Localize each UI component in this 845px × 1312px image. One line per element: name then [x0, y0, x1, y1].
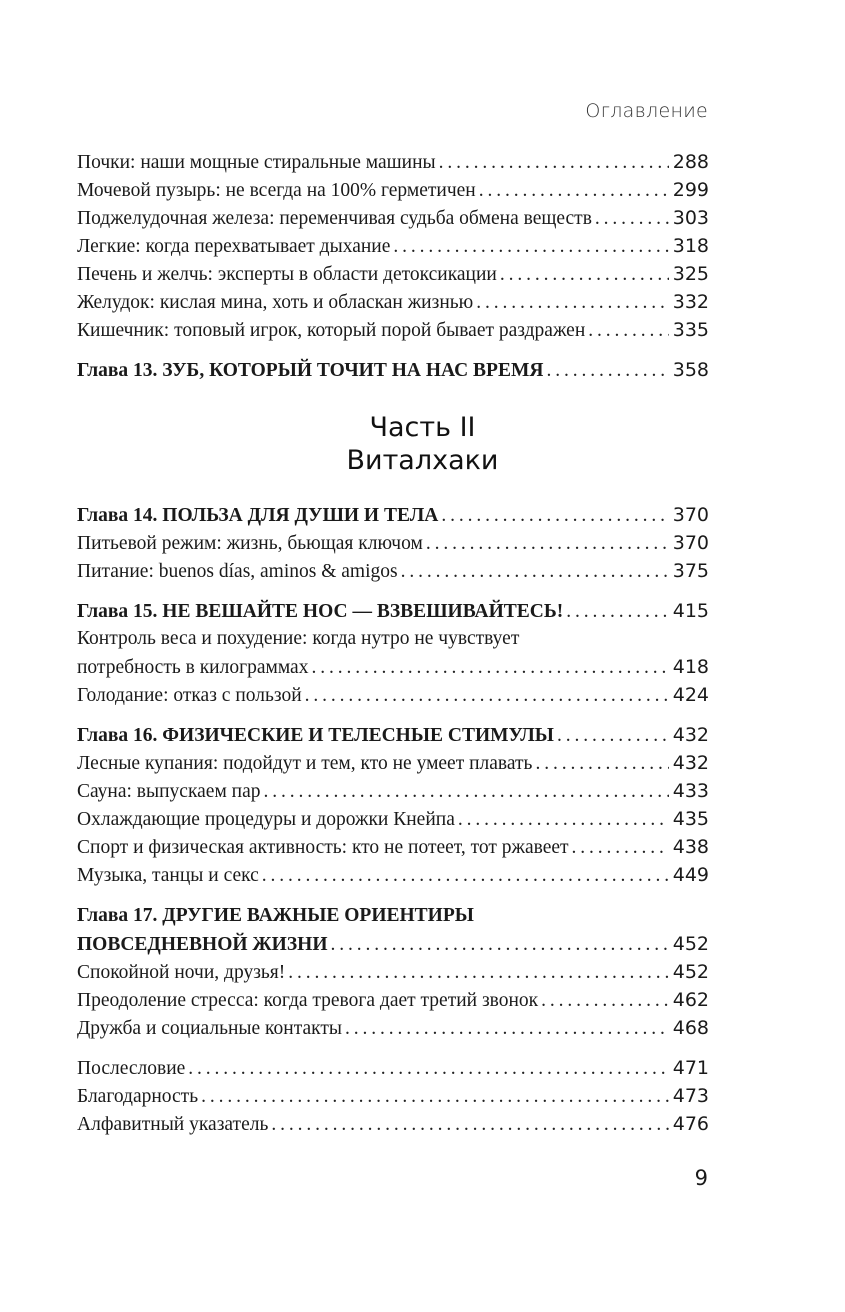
toc-entry[interactable] [77, 232, 709, 260]
dot-leader [595, 205, 669, 233]
dot-leader [201, 1083, 669, 1111]
toc-entry-label: Благодарность [77, 1086, 199, 1107]
dot-leader [264, 778, 669, 806]
toc-page-number: 452 [672, 933, 709, 955]
dot-leader [311, 654, 668, 682]
dot-leader [535, 750, 668, 778]
chapter-title: ПОВСЕДНЕВНОЙ ЖИЗНИ [77, 934, 328, 955]
toc-page-number: 449 [672, 864, 709, 886]
chapter-title: Глава 16. ФИЗИЧЕСКИЕ И ТЕЛЕСНЫЕ СТИМУЛЫ [77, 725, 554, 746]
dot-leader [188, 1055, 668, 1083]
toc-page-number: 303 [672, 207, 709, 229]
toc-page-number: 473 [672, 1085, 709, 1107]
toc-entry[interactable] [77, 958, 709, 986]
dot-leader [330, 931, 668, 959]
toc-entry-label: Поджелудочная железа: переменчивая судьба обмена веществ [77, 208, 592, 229]
toc-entry-label: Мочевой пузырь: не всегда на 100% герметичен [77, 180, 476, 201]
toc-entry-label: Алфавитный указатель [77, 1114, 269, 1135]
toc-page-number: 433 [672, 780, 709, 802]
toc-entry[interactable] [77, 204, 709, 232]
toc-entry-label: Желудок: кислая мина, хоть и обласкан жизнью [77, 292, 474, 313]
toc-page-number: 435 [672, 808, 709, 830]
toc-entry-label: Печень и желчь: эксперты в области детоксикации [77, 264, 497, 285]
toc-page-number: 471 [672, 1057, 709, 1079]
toc-entry[interactable] [77, 288, 709, 316]
toc-page-number: 318 [672, 235, 709, 257]
toc-page-number: 299 [672, 179, 709, 201]
toc-entry-label: Голодание: отказ с пользой [77, 685, 302, 706]
toc-chapter-17-line1[interactable] [77, 902, 709, 930]
chapter-title: Глава 17. ДРУГИЕ ВАЖНЫЕ ОРИЕНТИРЫ [77, 905, 474, 926]
dot-leader [458, 806, 669, 834]
toc-entry[interactable] [77, 316, 709, 344]
toc-entry-label: Лесные купания: подойдут и тем, кто не умеет плавать [77, 753, 533, 774]
toc-entry[interactable] [77, 833, 709, 861]
dot-leader [345, 1015, 669, 1043]
toc-entry[interactable] [77, 986, 709, 1014]
toc-page-number: 358 [672, 359, 709, 381]
dot-leader [441, 502, 668, 530]
toc-page-number: 452 [672, 961, 709, 983]
dot-leader [262, 862, 669, 890]
dot-leader [401, 558, 669, 586]
chapter-title: Глава 15. НЕ ВЕШАЙТЕ НОС — ВЗВЕШИВАЙТЕСЬ! [77, 601, 564, 622]
toc-entry-label: Контроль веса и похудение: когда нутро не чувствует [77, 628, 520, 649]
dot-leader [541, 987, 669, 1015]
dot-leader [546, 357, 668, 385]
dot-leader [476, 289, 669, 317]
toc-entry-label: Питание: buenos días, aminos & amigos [77, 561, 398, 582]
part-heading-title: Виталхаки [346, 445, 499, 476]
toc-entry[interactable] [77, 1014, 709, 1042]
page-number: 9 [694, 1166, 708, 1190]
toc-page-number: 432 [672, 724, 709, 746]
dot-leader [305, 682, 669, 710]
running-head: Оглавление [585, 100, 708, 122]
toc-page-number: 476 [672, 1113, 709, 1135]
toc-entry-label: Кишечник: топовый игрок, который порой бывает раздражен [77, 320, 586, 341]
toc-entry-label: Легкие: когда перехватывает дыхание [77, 236, 391, 257]
toc-chapter-15[interactable] [77, 597, 709, 625]
dot-leader [566, 598, 669, 626]
toc-entry-label: Питьевой режим: жизнь, бьющая ключом [77, 533, 423, 554]
toc-back-matter[interactable] [77, 1054, 709, 1082]
toc-entry-label: Дружба и социальные контакты [77, 1018, 342, 1039]
toc-entry[interactable] [77, 176, 709, 204]
dot-leader [439, 149, 669, 177]
toc-entry[interactable] [77, 861, 709, 889]
toc-back-matter[interactable] [77, 1110, 709, 1138]
dot-leader [288, 959, 668, 987]
toc-entry-label: Музыка, танцы и секс [77, 865, 259, 886]
toc-entry[interactable] [77, 681, 709, 709]
toc-page-number: 432 [672, 752, 709, 774]
toc-page-number: 335 [672, 319, 709, 341]
toc-page-number: 370 [672, 532, 709, 554]
dot-leader [588, 317, 668, 345]
toc-page-number: 424 [672, 684, 709, 706]
toc-page-number: 462 [672, 989, 709, 1011]
dot-leader [479, 177, 669, 205]
toc-page-number: 415 [672, 600, 709, 622]
toc-entry[interactable] [77, 557, 709, 585]
toc-page-number: 370 [672, 504, 709, 526]
dot-leader [271, 1111, 668, 1139]
toc-page-number: 418 [672, 656, 709, 678]
toc-page-number: 332 [672, 291, 709, 313]
toc-entry-line1[interactable] [77, 625, 709, 653]
toc-chapter-13[interactable] [77, 356, 709, 384]
toc-entry[interactable] [77, 148, 709, 176]
toc-entry[interactable] [77, 653, 709, 681]
toc-page-number: 375 [672, 560, 709, 582]
toc-entry-label: Спокойной ночи, друзья! [77, 962, 286, 983]
dot-leader [500, 261, 669, 289]
toc-entry[interactable] [77, 529, 709, 557]
dot-leader [426, 530, 669, 558]
toc-entry-label: Почки: наши мощные стиральные машины [77, 152, 436, 173]
toc-page-number: 438 [672, 836, 709, 858]
toc-entry-label: Спорт и физическая активность: кто не потеет, тот ржавеет [77, 837, 569, 858]
toc-entry-label: Преодоление стресса: когда тревога дает третий звонок [77, 990, 539, 1011]
toc-chapter-16[interactable] [77, 721, 709, 749]
toc-back-matter[interactable] [77, 1082, 709, 1110]
dot-leader [572, 834, 669, 862]
toc-entry[interactable] [77, 805, 709, 833]
toc-entry-label: Охлаждающие процедуры и дорожки Кнейпа [77, 809, 455, 830]
toc-entry[interactable] [77, 749, 709, 777]
chapter-title: Глава 14. ПОЛЬЗА ДЛЯ ДУШИ И ТЕЛА [77, 505, 439, 526]
toc-chapter-17[interactable] [77, 930, 709, 958]
chapter-title: Глава 13. ЗУБ, КОТОРЫЙ ТОЧИТ НА НАС ВРЕМЯ [77, 360, 544, 381]
toc-page-number: 288 [672, 151, 709, 173]
toc-entry[interactable] [77, 260, 709, 288]
toc-chapter-14[interactable] [77, 501, 709, 529]
dot-leader [557, 722, 669, 750]
toc-page-number: 468 [672, 1017, 709, 1039]
toc-entry-label: потребность в килограммах [77, 657, 309, 678]
toc-page-number: 325 [672, 263, 709, 285]
dot-leader [393, 233, 668, 261]
toc-entry-label: Послесловие [77, 1058, 186, 1079]
toc-entry[interactable] [77, 777, 709, 805]
toc-entry-label: Сауна: выпускаем пар [77, 781, 261, 802]
part-heading-number: Часть II [369, 412, 476, 443]
